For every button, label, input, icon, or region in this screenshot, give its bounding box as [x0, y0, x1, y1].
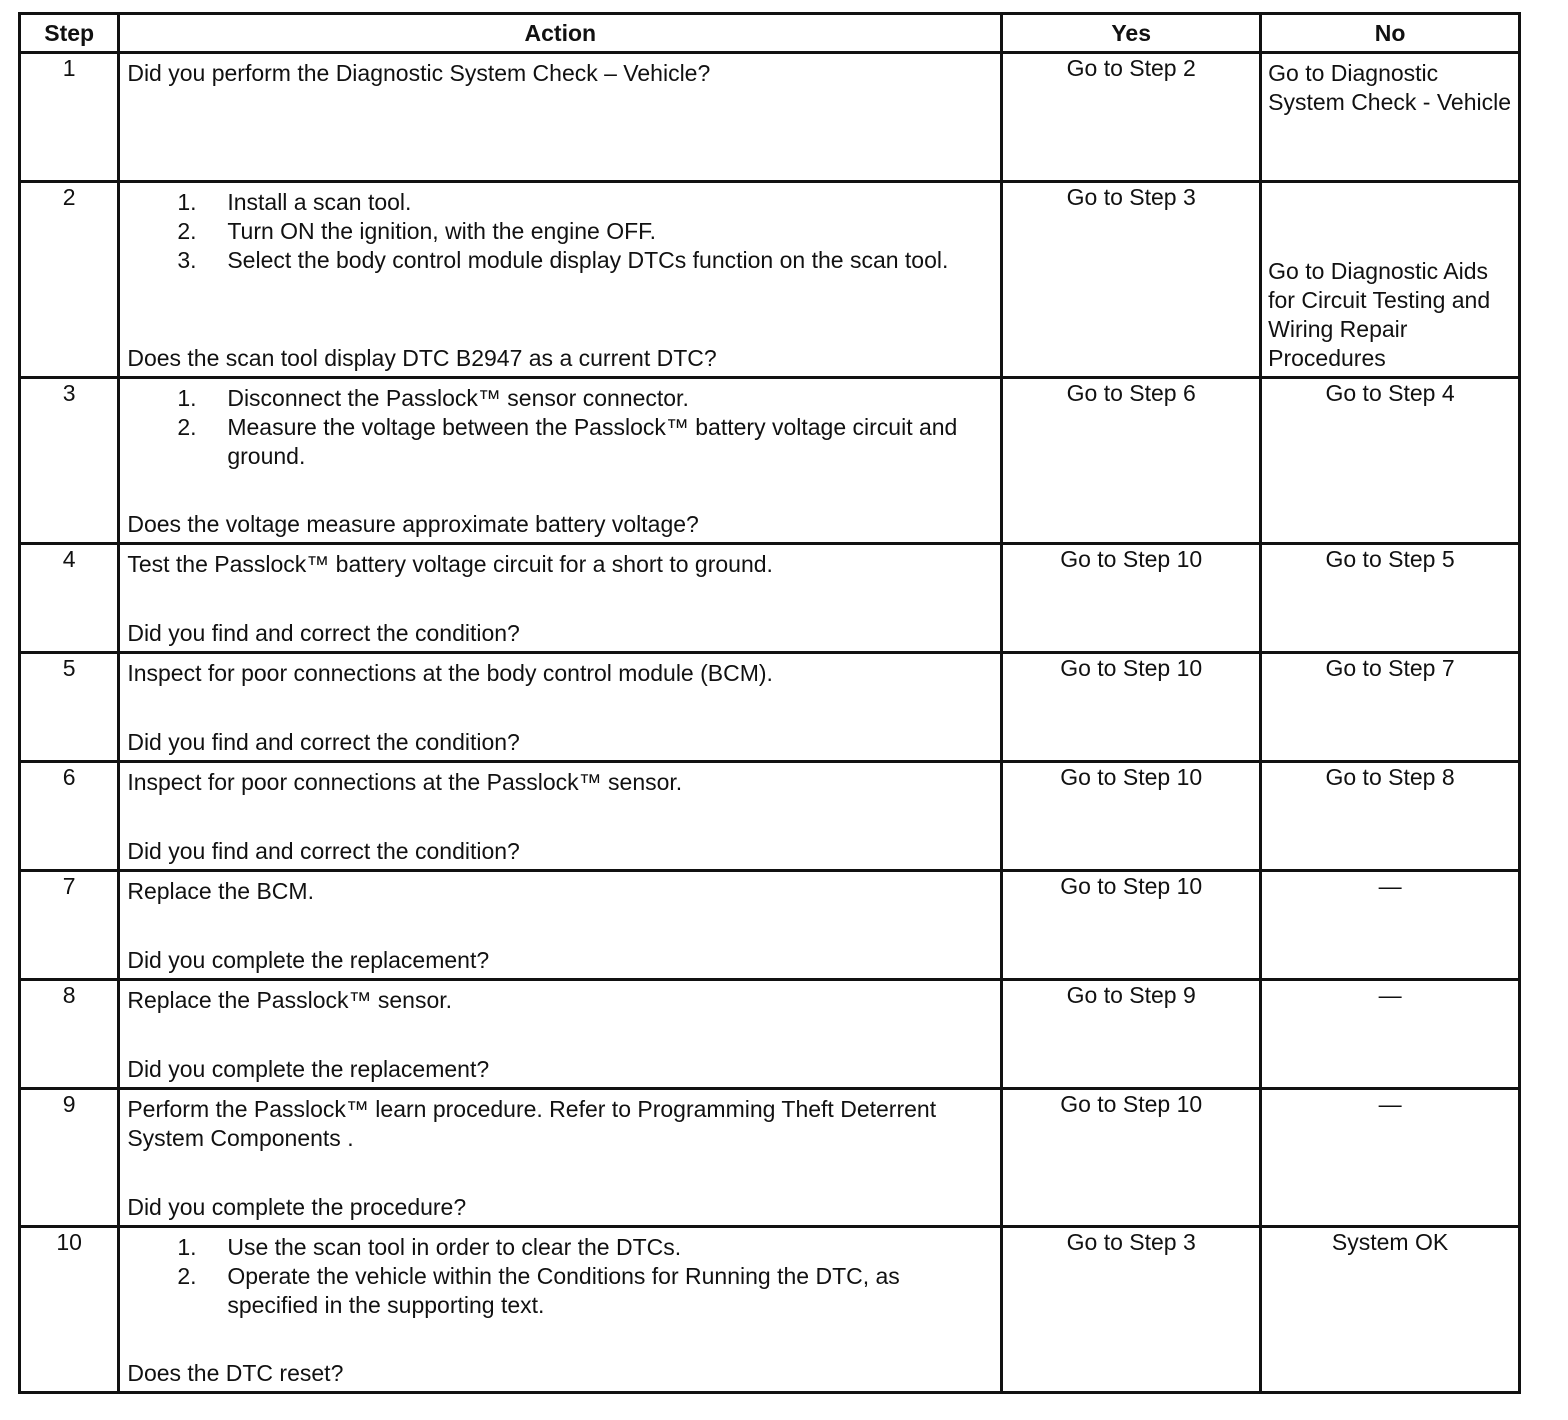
yes-result: Go to Step 10: [1060, 1091, 1203, 1117]
action-question: Did you complete the replacement?: [127, 947, 490, 973]
yes-cell: [1002, 980, 1261, 1089]
action-question: Did you complete the procedure?: [127, 1194, 467, 1220]
action-cell: [119, 1089, 1002, 1227]
no-result: —: [1378, 873, 1402, 899]
header-action: Action: [119, 14, 1002, 53]
yes-cell: [1002, 1227, 1261, 1393]
table-row: [20, 53, 1520, 182]
yes-cell: [1002, 378, 1261, 544]
action-text: Inspect for poor connections at the body control module (BCM).: [127, 660, 773, 686]
table-row: [20, 182, 1520, 378]
action-question: Did you find and correct the condition?: [127, 620, 520, 646]
action-question: Did you complete the replacement?: [127, 1056, 490, 1082]
yes-result: Go to Step 3: [1066, 184, 1196, 210]
yes-result: Go to Step 9: [1066, 982, 1196, 1008]
step-number: 5: [20, 653, 119, 762]
table-row: [20, 871, 1520, 980]
yes-result: Go to Step 10: [1060, 764, 1203, 790]
step-number: 9: [20, 1089, 119, 1227]
header-step: Step: [20, 14, 119, 53]
table-row: [20, 762, 1520, 871]
step-number: 3: [20, 378, 119, 544]
action-cell: [119, 378, 1002, 544]
header-row: [20, 14, 1520, 53]
list-item: 1. Install a scan tool.: [177, 189, 412, 215]
action-cell: [119, 53, 1002, 182]
list-item: 1. Use the scan tool in order to clear the DTCs.: [177, 1234, 682, 1260]
yes-result: Go to Step 10: [1060, 655, 1203, 681]
no-cell: [1261, 980, 1520, 1089]
action-steps: [127, 1233, 992, 1320]
step-number: 7: [20, 871, 119, 980]
list-item: 1. Disconnect the Passlock™ sensor connector.: [177, 385, 689, 411]
yes-cell: [1002, 53, 1261, 182]
yes-result: Go to Step 6: [1066, 380, 1196, 406]
step-number: 6: [20, 762, 119, 871]
action-text: Did you perform the Diagnostic System Check – Vehicle?: [127, 60, 711, 86]
action-question: Did you find and correct the condition?: [127, 729, 520, 755]
no-result: Go to Step 4: [1325, 380, 1455, 406]
no-cell: [1261, 1089, 1520, 1227]
no-result: Go to Diagnostic System Check - Vehicle: [1268, 60, 1511, 115]
no-result: System OK: [1331, 1229, 1449, 1255]
action-steps: [127, 384, 992, 471]
step-number: 10: [20, 1227, 119, 1393]
no-cell: [1261, 53, 1520, 182]
action-cell: [119, 1227, 1002, 1393]
no-cell: [1261, 1227, 1520, 1393]
action-cell: [119, 762, 1002, 871]
action-cell: [119, 980, 1002, 1089]
no-result: Go to Diagnostic Aids for Circuit Testing and Wiring Repair Procedures: [1268, 258, 1491, 371]
action-text: Inspect for poor connections at the Passlock™ sensor.: [127, 769, 683, 795]
action-question: Did you find and correct the condition?: [127, 838, 520, 864]
table-row: [20, 378, 1520, 544]
list-item: 2. Measure the voltage between the Passlock™ battery voltage circuit and ground.: [177, 414, 958, 469]
yes-cell: [1002, 182, 1261, 378]
no-cell: [1261, 871, 1520, 980]
action-question: Does the scan tool display DTC B2947 as a current DTC?: [127, 345, 717, 371]
action-cell: [119, 653, 1002, 762]
step-number: 2: [20, 182, 119, 378]
yes-cell: [1002, 544, 1261, 653]
list-item: 2. Turn ON the ignition, with the engine OFF.: [177, 218, 657, 244]
action-cell: [119, 182, 1002, 378]
yes-result: Go to Step 3: [1066, 1229, 1196, 1255]
diagnostic-table: [18, 12, 1521, 1394]
step-number: 4: [20, 544, 119, 653]
header-yes: Yes: [1002, 14, 1261, 53]
yes-cell: [1002, 653, 1261, 762]
action-text: Perform the Passlock™ learn procedure. Refer to Programming Theft Deterrent System Components .: [127, 1096, 937, 1151]
yes-result: Go to Step 10: [1060, 546, 1203, 572]
no-result: Go to Step 7: [1325, 655, 1455, 681]
action-steps: [127, 188, 992, 275]
action-question: Does the DTC reset?: [127, 1360, 344, 1386]
table-row: [20, 653, 1520, 762]
action-text: Replace the Passlock™ sensor.: [127, 987, 453, 1013]
no-result: Go to Step 8: [1325, 764, 1455, 790]
no-cell: [1261, 378, 1520, 544]
action-cell: [119, 544, 1002, 653]
table-row: [20, 544, 1520, 653]
no-cell: [1261, 182, 1520, 378]
list-item: 2. Operate the vehicle within the Conditions for Running the DTC, as specified in the supporting text.: [177, 1263, 900, 1318]
list-item: 3. Select the body control module display DTCs function on the scan tool.: [177, 247, 949, 273]
yes-cell: [1002, 871, 1261, 980]
action-cell: [119, 871, 1002, 980]
header-no: No: [1261, 14, 1520, 53]
yes-result: Go to Step 2: [1066, 55, 1196, 81]
yes-cell: [1002, 762, 1261, 871]
no-cell: [1261, 544, 1520, 653]
table-row: [20, 1089, 1520, 1227]
action-text: Replace the BCM.: [127, 878, 314, 904]
no-result: —: [1378, 982, 1402, 1008]
yes-cell: [1002, 1089, 1261, 1227]
yes-result: Go to Step 10: [1060, 873, 1203, 899]
no-result: —: [1378, 1091, 1402, 1117]
table-row: [20, 1227, 1520, 1393]
step-number: 1: [20, 53, 119, 182]
action-text: Test the Passlock™ battery voltage circuit for a short to ground.: [127, 551, 773, 577]
step-number: 8: [20, 980, 119, 1089]
no-cell: [1261, 653, 1520, 762]
action-question: Does the voltage measure approximate battery voltage?: [127, 511, 699, 537]
no-cell: [1261, 762, 1520, 871]
no-result: Go to Step 5: [1325, 546, 1455, 572]
table-row: [20, 980, 1520, 1089]
